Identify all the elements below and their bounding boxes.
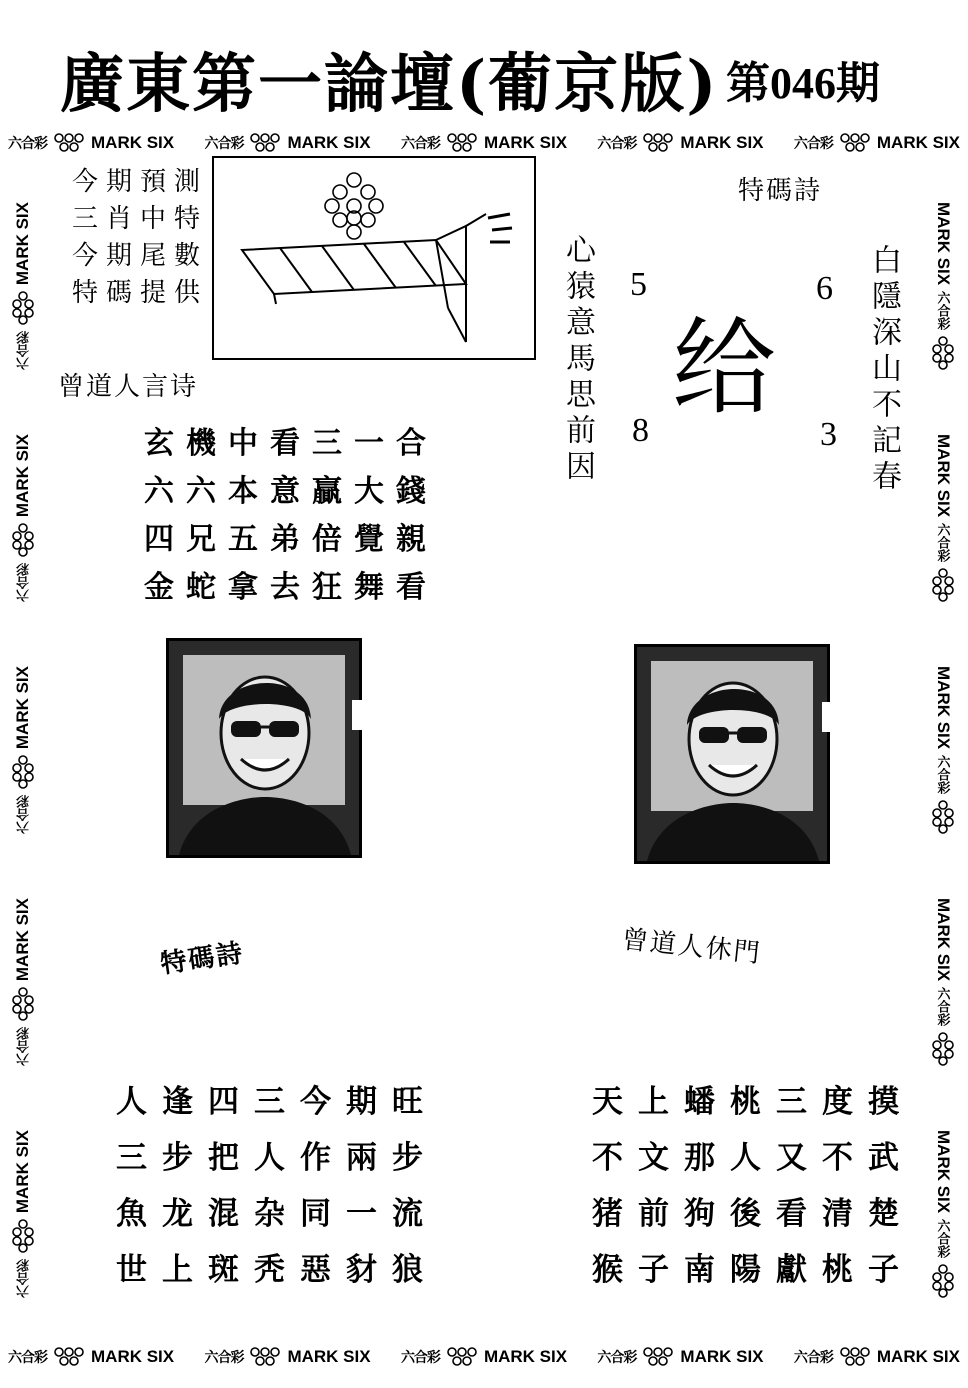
lottery-balls-icon: [445, 1346, 479, 1368]
right-border-strip: [926, 170, 960, 1330]
lottery-balls-icon: [838, 1346, 872, 1368]
lottery-balls-icon: [11, 755, 35, 789]
mark-six-text: MARK SIX: [876, 1347, 960, 1366]
mark-six-text: MARK SIX: [13, 665, 32, 750]
lottery-balls-icon: [931, 800, 955, 834]
border-unit: [931, 898, 955, 1066]
mark-six-logo: 六合彩: [204, 135, 244, 151]
lottery-balls-icon: [11, 987, 35, 1021]
coin-tree-table-illustration: [214, 158, 534, 358]
mark-six-text: MARK SIX: [91, 1347, 175, 1366]
mark-six-text: MARK SIX: [680, 1347, 764, 1366]
border-unit: [11, 434, 35, 602]
portrait-photo: [166, 638, 362, 858]
poem-line: 猴子南陽獻桃子: [592, 1252, 914, 1288]
poem-line: 三步把人作兩步: [116, 1140, 438, 1176]
code-number: 8: [632, 412, 649, 449]
poem-line: 世上斑秃惡豺狼: [116, 1252, 438, 1288]
mark-six-text: MARK SIX: [91, 133, 175, 152]
border-unit: [11, 202, 35, 370]
mark-six-text: MARK SIX: [934, 201, 953, 286]
mark-six-text: MARK SIX: [483, 1347, 568, 1366]
mark-six-text: MARK SIX: [680, 133, 764, 152]
mark-six-text: MARK SIX: [287, 133, 371, 152]
lottery-balls-icon: [445, 132, 479, 154]
mark-six-text: MARK SIX: [934, 433, 953, 518]
lottery-balls-icon: [931, 1264, 955, 1298]
border-unit: [931, 202, 955, 370]
poem-line: 不文那人又不武: [592, 1140, 914, 1176]
photo-notch: [352, 700, 364, 730]
prediction-line: 特碼提供: [72, 278, 209, 308]
mark-six-logo: 六合彩: [8, 1349, 47, 1365]
border-unit: [931, 666, 955, 834]
prediction-line: 三肖中特: [72, 204, 209, 234]
lottery-balls-icon: [248, 132, 282, 154]
mark-six-logo: 六合彩: [15, 563, 31, 603]
border-unit: [401, 132, 567, 154]
mark-six-text: MARK SIX: [934, 897, 953, 982]
lottery-balls-icon: [931, 1032, 955, 1066]
mark-six-logo: 六合彩: [935, 291, 951, 331]
top-border-strip: [8, 128, 960, 158]
border-unit: [204, 132, 370, 154]
mark-six-logo: 六合彩: [597, 135, 637, 151]
mark-six-text: MARK SIX: [934, 665, 953, 750]
lottery-balls-icon: [641, 132, 675, 154]
lottery-balls-icon: [11, 523, 35, 557]
mark-six-text: MARK SIX: [483, 133, 568, 152]
photo-notch: [822, 702, 834, 732]
mark-six-text: MARK SIX: [876, 133, 960, 152]
mark-six-logo: 六合彩: [597, 1349, 637, 1365]
border-unit: [794, 132, 960, 154]
mark-six-logo: 六合彩: [935, 987, 951, 1027]
bottom-left-poem: [116, 1074, 438, 1298]
bottom-border-strip: [8, 1342, 960, 1372]
poem-line: 人逢四三今期旺: [116, 1084, 438, 1120]
prediction-line: 今期尾數: [72, 241, 209, 271]
portrait-photo: [634, 644, 830, 864]
lottery-balls-icon: [248, 1346, 282, 1368]
center-character: 给: [672, 307, 777, 429]
border-unit: [204, 1346, 370, 1368]
poem-line: 六六本意贏大錢: [144, 474, 438, 509]
special-code-column-right: 白隱深山不記春: [866, 244, 901, 496]
left-border-strip: [6, 170, 40, 1330]
border-unit: [794, 1346, 960, 1368]
mark-six-text: MARK SIX: [13, 897, 32, 982]
prediction-line: 今期預測: [72, 167, 209, 197]
poem-title: 曾道人言诗: [58, 372, 199, 402]
portrait-photo: [169, 641, 359, 855]
border-unit: [8, 1346, 174, 1368]
mark-six-logo: 六合彩: [15, 795, 31, 835]
bottom-left-title: 特碼詩: [158, 938, 247, 980]
lottery-balls-icon: [52, 132, 86, 154]
lottery-balls-icon: [931, 568, 955, 602]
mark-six-logo: 六合彩: [204, 1349, 244, 1365]
border-unit: [11, 666, 35, 834]
lottery-balls-icon: [838, 132, 872, 154]
mark-six-text: MARK SIX: [13, 433, 32, 518]
border-unit: [931, 434, 955, 602]
mark-six-logo: 六合彩: [15, 1027, 31, 1067]
mark-six-text: MARK SIX: [934, 1129, 953, 1214]
bottom-right-poem: [592, 1074, 914, 1298]
poem-line: 天上蟠桃三度摸: [592, 1084, 914, 1120]
mark-six-logo: 六合彩: [793, 1349, 833, 1365]
lottery-balls-icon: [52, 1346, 86, 1368]
lottery-balls-icon: [641, 1346, 675, 1368]
mark-six-logo: 六合彩: [935, 1219, 951, 1259]
border-unit: [8, 132, 174, 154]
poem-line: 猪前狗後看清楚: [592, 1196, 914, 1232]
border-unit: [597, 132, 763, 154]
coin-tree-table-illustration: [212, 156, 536, 360]
code-number: 6: [816, 270, 833, 307]
issue-number: 第046期: [726, 59, 880, 108]
mark-six-logo: 六合彩: [15, 331, 31, 371]
poem-lines: [144, 420, 438, 612]
mark-six-logo: 六合彩: [15, 1259, 31, 1299]
mark-six-logo: 六合彩: [935, 755, 951, 795]
code-number: 3: [820, 416, 837, 453]
border-unit: [931, 1130, 955, 1298]
poem-line: 金蛇拿去狂舞看: [144, 570, 438, 605]
border-unit: [11, 1130, 35, 1298]
bottom-right-title: 曾道人休門: [620, 924, 763, 970]
mark-six-logo: 六合彩: [8, 135, 47, 151]
predictions-list: [72, 164, 208, 312]
special-code-column-left: 心猿意馬思前因: [560, 234, 595, 486]
border-unit: [597, 1346, 763, 1368]
lottery-balls-icon: [11, 291, 35, 325]
border-unit: [401, 1346, 567, 1368]
poem-line: 魚龙混杂同一流: [116, 1196, 438, 1232]
lottery-balls-icon: [11, 1219, 35, 1253]
mark-six-logo: 六合彩: [400, 1349, 440, 1365]
mark-six-text: MARK SIX: [13, 1129, 32, 1214]
mark-six-text: MARK SIX: [13, 201, 32, 286]
mark-six-logo: 六合彩: [400, 135, 440, 151]
poem-line: 四兄五弟倍覺親: [144, 522, 438, 557]
page-title: 廣東第一論壇(葡京版): [60, 47, 719, 122]
code-number: 5: [630, 266, 647, 303]
poem-line: 玄機中看三一合: [144, 426, 438, 461]
mark-six-text: MARK SIX: [287, 1347, 371, 1366]
portrait-photo: [637, 647, 827, 861]
mark-six-logo: 六合彩: [793, 135, 833, 151]
lottery-balls-icon: [931, 336, 955, 370]
mark-six-logo: 六合彩: [935, 523, 951, 563]
border-unit: [11, 898, 35, 1066]
special-code-title: 特碼詩: [738, 176, 823, 206]
